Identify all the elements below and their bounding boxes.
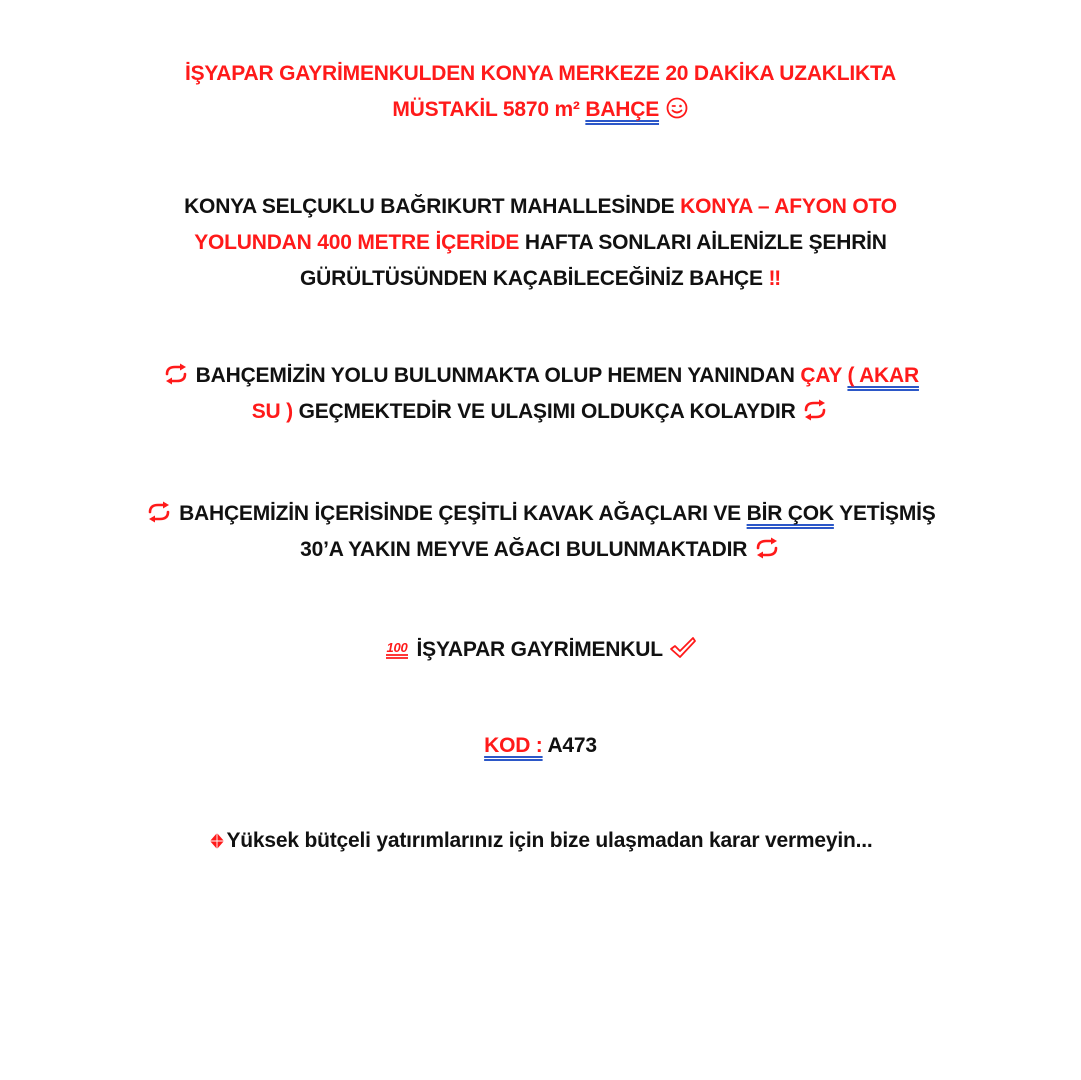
hundred-points-icon — [383, 636, 411, 672]
road-text-2: GEÇMEKTEDİR VE ULAŞIMI OLDUKÇA KOLAYDIR — [298, 400, 796, 423]
repeat-arrows-icon — [162, 361, 190, 383]
code-label: KOD : — [484, 734, 543, 757]
location-paragraph — [0, 189, 1081, 297]
brand-name: İŞYAPAR GAYRİMENKUL — [416, 638, 663, 661]
check-mark-icon — [668, 636, 698, 672]
road-stream: ÇAY — [800, 364, 842, 387]
trees-paragraph — [0, 496, 1081, 568]
brand-line — [0, 632, 1081, 672]
location-distance: YOLUNDAN 400 METRE İÇERİDE — [194, 231, 520, 254]
location-highway: KONYA – AFYON OTO — [680, 195, 897, 218]
double-exclamation-icon: ‼ — [768, 267, 781, 290]
winking-face-icon — [665, 96, 689, 132]
heading-line-1: İŞYAPAR GAYRİMENKULDEN KONYA MERKEZE 20 DAKİKA UZAKLIKTA — [184, 62, 897, 85]
trees-text-4: 30’A YAKIN MEYVE AĞACI BULUNMAKTADIR — [300, 538, 748, 561]
trees-text-1: BAHÇEMİZİN İÇERİSİNDE ÇEŞİTLİ KAVAK AĞAÇLARI VE — [179, 502, 741, 525]
trees-text-2: BİR ÇOK — [746, 502, 834, 525]
code-line — [0, 728, 1081, 764]
road-stream-note-a: ( AKAR — [847, 364, 919, 387]
diamond-icon — [208, 827, 226, 863]
repeat-arrows-icon — [753, 535, 781, 557]
heading-line-2b: BAHÇE — [585, 98, 660, 121]
hundred-points-text: 100 — [386, 640, 408, 655]
location-text-3: GÜRÜLTÜSÜNDEN KAÇABİLECEĞİNİZ BAHÇE — [300, 267, 763, 290]
location-text-1: KONYA SELÇUKLU BAĞRIKURT MAHALLESİNDE — [184, 195, 675, 218]
heading-line-2a: MÜSTAKİL 5870 m² — [392, 98, 580, 121]
road-paragraph — [0, 358, 1081, 430]
repeat-arrows-icon — [801, 397, 829, 419]
code-value: A473 — [547, 734, 597, 757]
trees-text-3: YETİŞMİŞ — [839, 502, 936, 525]
footer-text: Yüksek bütçeli yatırımlarınız için bize ulaşmadan karar vermeyin... — [226, 829, 873, 852]
repeat-arrows-icon — [145, 499, 173, 521]
road-text-1: BAHÇEMİZİN YOLU BULUNMAKTA OLUP HEMEN YANINDAN — [195, 364, 795, 387]
road-stream-note-b: SU ) — [251, 400, 293, 423]
listing-heading — [0, 56, 1081, 132]
location-text-2: HAFTA SONLARI AİLENİZLE ŞEHRİN — [524, 231, 887, 254]
footer-line — [0, 823, 1081, 863]
